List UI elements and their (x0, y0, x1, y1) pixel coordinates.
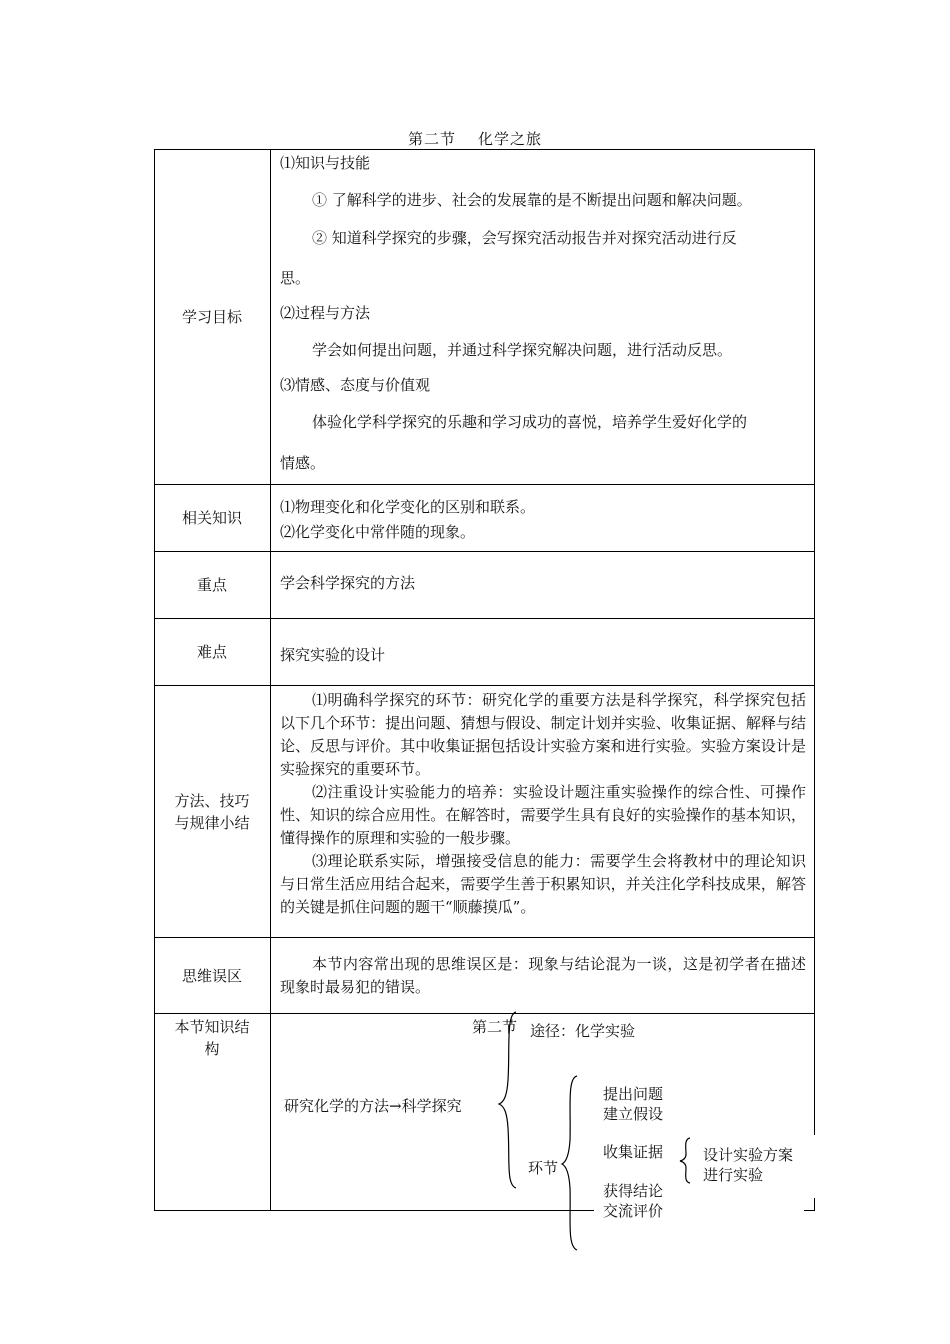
structure-label (154, 1016, 270, 1064)
structure-root: 研究化学的方法→科学探究 (284, 1097, 462, 1115)
emotion-values-heading: ⑶情感、态度与价值观 (280, 376, 431, 394)
stage-conclusion: 获得结论 (603, 1182, 664, 1200)
methods-paragraph-2: ⑵注重设计实验能力的培养：实验设计题注重实验操作的综合性、可操作性、知识的综合应用性。在解答时，需要学生具有良好的实验操作的基本知识，懂得操作的原理和实验的一般步骤。 (280, 783, 806, 847)
evidence-brace (680, 1138, 690, 1183)
process-methods-heading: ⑵过程与方法 (280, 304, 371, 322)
stage-collect-evidence: 收集证据 (603, 1143, 664, 1161)
knowledge-item-1: ① 了解科学的进步、社会的发展靠的是不断提出问题和解决问题。 (312, 191, 752, 209)
table-column-divider (270, 149, 271, 1211)
objectives-label: 学习目标 (181, 308, 242, 326)
methods-content (280, 689, 806, 919)
related-item-1: ⑴物理变化和化学变化的区别和联系。 (280, 498, 536, 516)
section-number: 第二节 (407, 130, 456, 148)
knowledge-item-2: ② 知道科学探究的步骤，会写探究活动报告并对探究活动进行反 (312, 229, 737, 247)
difficulty-text: 探究实验的设计 (280, 646, 386, 664)
structure-label-line-1: 本节知识结 (174, 1018, 250, 1036)
structure-stages-label: 环节 (528, 1159, 559, 1177)
process-item: 学会如何提出问题，并通过科学探究解决问题，进行活动反思。 (312, 341, 733, 359)
stage-hypothesis: 建立假设 (603, 1105, 664, 1123)
related-knowledge-label: 相关知识 (181, 509, 242, 527)
knowledge-skills-heading: ⑴知识与技能 (280, 154, 371, 172)
difficulty-label: 难点 (196, 643, 227, 661)
misconceptions-text: 本节内容常出现的思维误区是：现象与结论混为一谈，这是初学者在描述现象时最易犯的错误。 (280, 955, 806, 996)
methods-paragraph-3: ⑶理论联系实际，增强接受信息的能力：需要学生会将教材中的理论知识与日常生活应用结合起来，需要学生善于积累知识，并关注化学科技成果，解答的关键是抓住问题的题干“顺藤摸瓜”。 (280, 852, 806, 916)
misconceptions-content (280, 953, 806, 999)
misconceptions-label: 思维误区 (181, 966, 242, 985)
structure-route: 途径：化学实验 (530, 1022, 636, 1040)
methods-label-line-2: 与规律小结 (174, 813, 250, 832)
methods-label (154, 686, 270, 937)
stage-ask-question: 提出问题 (603, 1085, 664, 1103)
emotion-item: 体验化学科学探究的乐趣和学习成功的喜悦，培养学生爱好化学的 (312, 413, 748, 431)
methods-paragraph-1: ⑴明确科学探究的环节：研究化学的重要方法是科学探究，科学探究包括以下几个环节：提出问题、猜想与假设、制定计划并实验、收集证据、解释与结论、反思与评价。其中收集证据包括设计实验方案和进行实验。实验方案设计是实验探究的重要环节。 (280, 691, 806, 778)
structure-top-node: 第二节 (472, 1018, 518, 1036)
structure-label-line-2: 构 (204, 1040, 220, 1058)
table-border-bottom (154, 1210, 594, 1211)
section-name: 化学之旅 (478, 130, 543, 148)
key-point-label: 重点 (196, 576, 227, 594)
methods-label-line-1: 方法、技巧 (174, 791, 250, 810)
table-border-right (814, 149, 815, 1135)
knowledge-item-2-cont: 思。 (280, 269, 311, 287)
main-brace (499, 1012, 516, 1188)
sub-run-experiment: 进行实验 (703, 1166, 764, 1184)
row-divider (154, 1013, 815, 1014)
related-item-2: ⑵化学变化中常伴随的现象。 (280, 523, 476, 541)
page-title (0, 128, 950, 149)
stage-evaluation: 交流评价 (603, 1202, 664, 1220)
stages-brace (562, 1076, 577, 1250)
corner-mark (814, 1198, 815, 1211)
sub-design-plan: 设计实验方案 (703, 1146, 794, 1164)
key-point-text: 学会科学探究的方法 (280, 574, 416, 592)
emotion-item-cont: 情感。 (280, 454, 326, 472)
